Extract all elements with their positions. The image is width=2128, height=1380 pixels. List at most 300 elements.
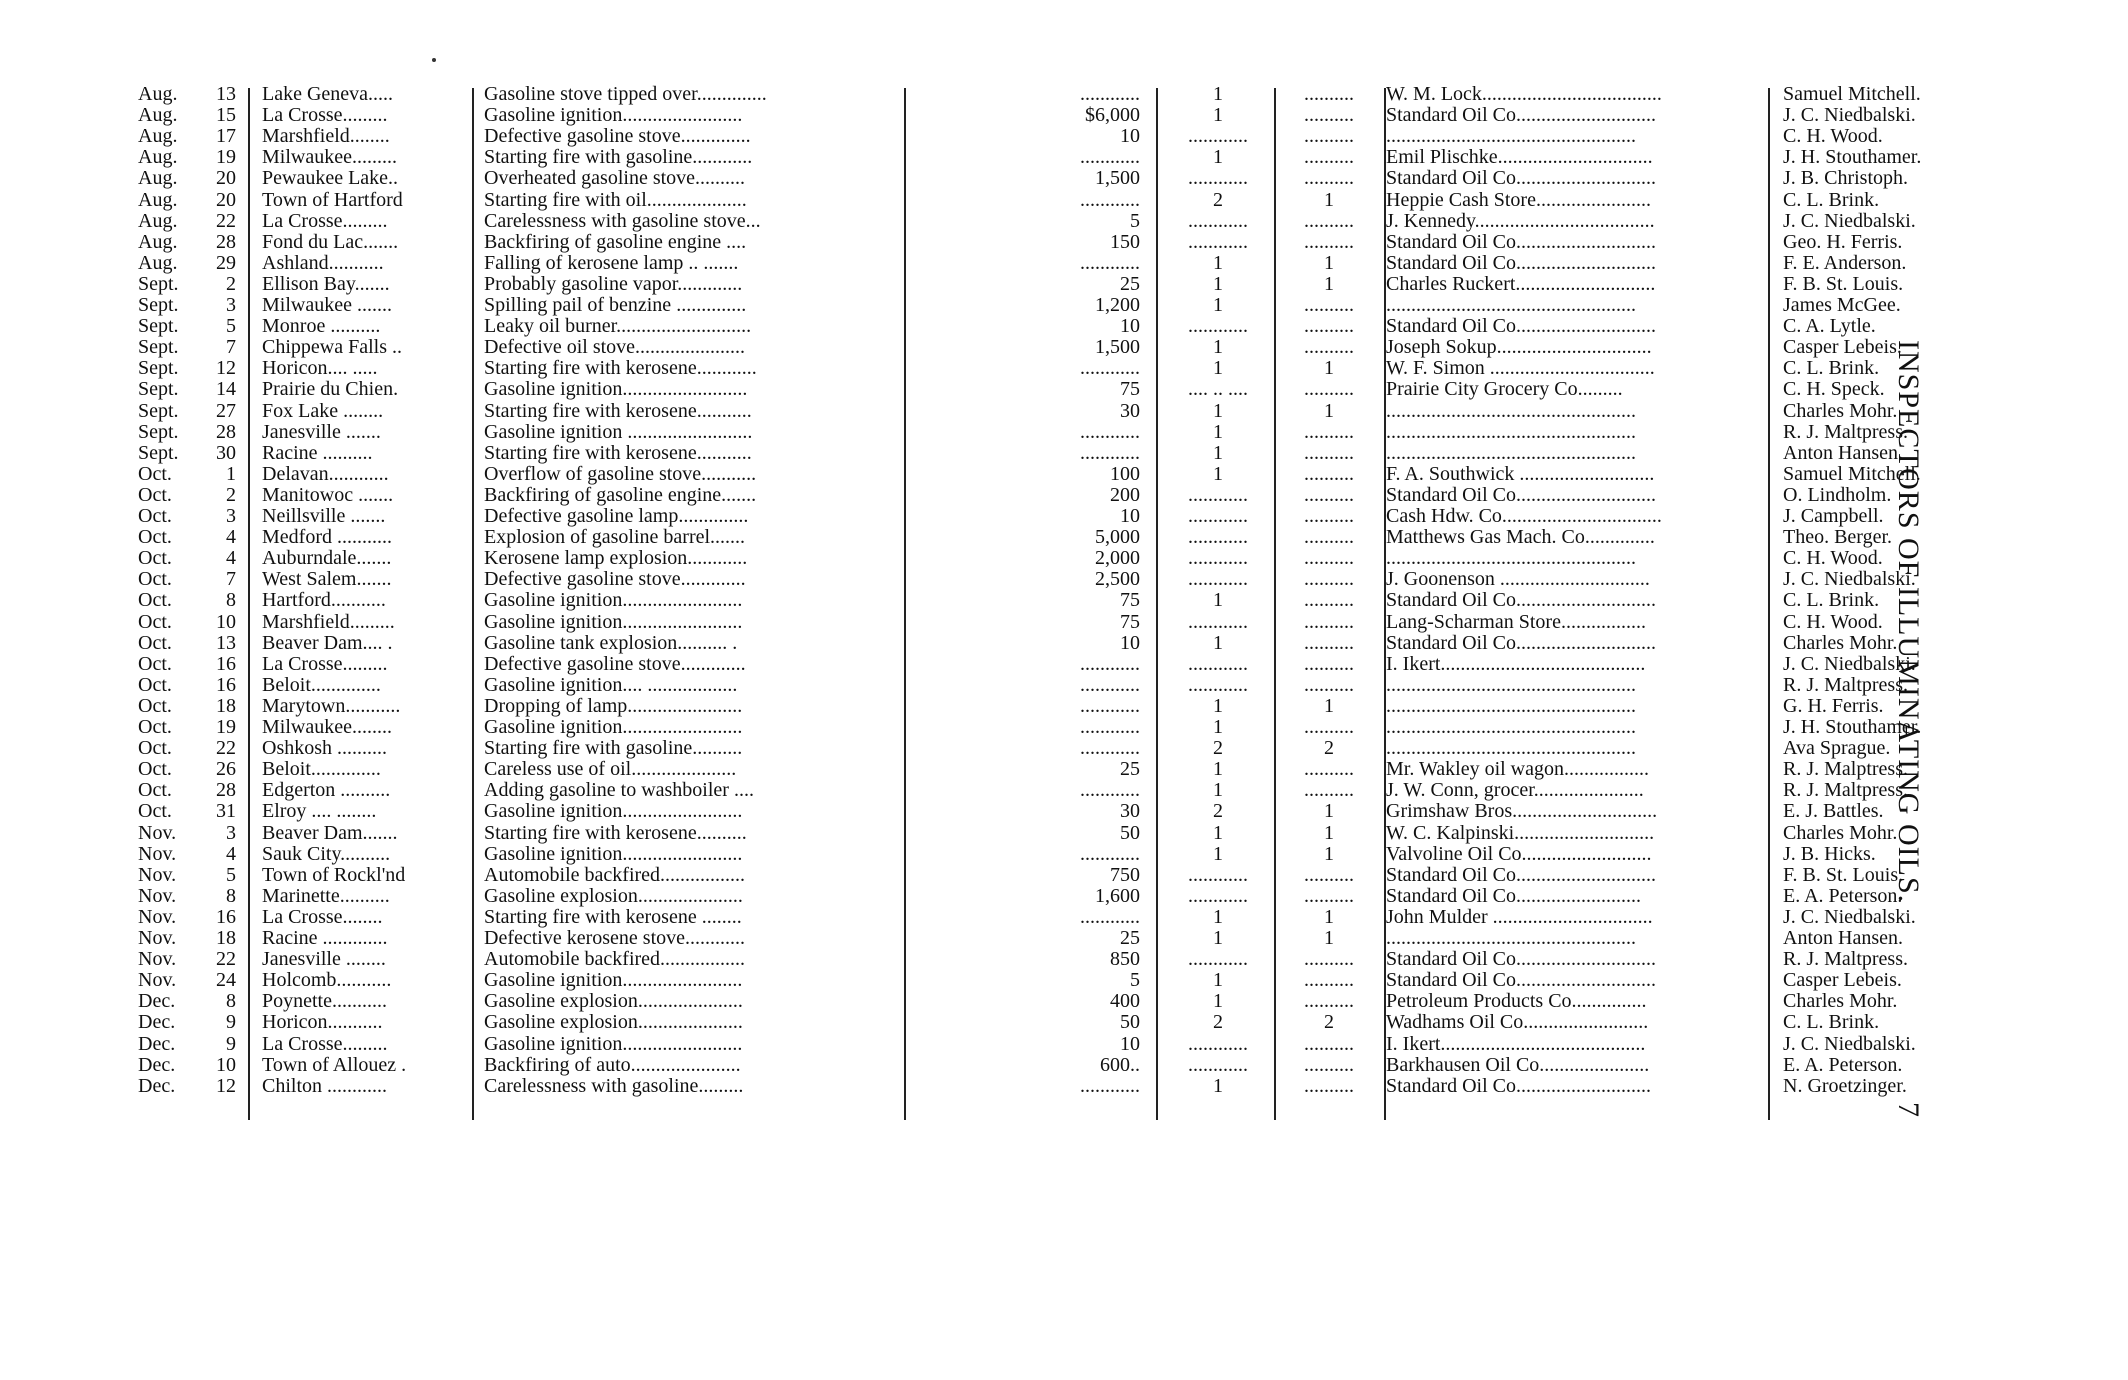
loss-cell: 10 — [1120, 1033, 1140, 1055]
killed-cell: .......... — [1304, 885, 1354, 907]
dealer-cell: Lang-Scharman Store................. — [1386, 611, 1646, 633]
dealer-cell: Matthews Gas Mach. Co.............. — [1386, 527, 1655, 549]
inspector-cell: G. H. Ferris. — [1783, 695, 1884, 717]
injured-cell: ............ — [1188, 1054, 1248, 1076]
inspector-cell: R. J. Maltpress. — [1783, 421, 1908, 443]
table-row — [138, 780, 1908, 802]
month-cell: Nov. — [138, 864, 177, 886]
injured-cell: 1 — [1213, 695, 1223, 717]
table-row — [138, 1075, 1907, 1097]
place-cell: Elroy .... ........ — [262, 801, 377, 823]
dealer-cell: Valvoline Oil Co.......................... — [1386, 843, 1652, 865]
table-row — [138, 822, 1898, 844]
table-row — [138, 844, 1888, 865]
table-row — [138, 84, 1921, 105]
loss-cell: 10 — [1120, 316, 1140, 338]
day-cell: 22 — [216, 738, 236, 760]
loss-cell: 25 — [1120, 759, 1140, 781]
killed-cell: .......... — [1304, 717, 1354, 738]
loss-cell: 1,600 — [1095, 885, 1140, 907]
injured-cell: ............ — [1188, 949, 1248, 971]
table-row — [138, 421, 1908, 443]
inspector-cell: Theo. Berger. — [1783, 527, 1893, 549]
inspector-cell: J. B. Hicks. — [1783, 843, 1876, 865]
injured-cell: ............ — [1188, 506, 1248, 527]
month-cell: Nov. — [138, 928, 177, 949]
inspector-cell: C. A. Lytle. — [1783, 316, 1876, 338]
dealer-cell: .................................................. — [1386, 126, 1636, 148]
loss-cell: ............ — [1080, 674, 1140, 696]
place-cell: Monroe .......... — [262, 316, 381, 338]
table-row — [138, 928, 1903, 949]
killed-cell: .......... — [1304, 674, 1354, 696]
injured-cell: 1 — [1213, 337, 1223, 359]
injured-cell: 1 — [1213, 780, 1223, 802]
inspector-cell: J. B. Christoph. — [1783, 168, 1909, 190]
inspector-cell: J. C. Niedbalski. — [1783, 210, 1916, 232]
place-cell: La Crosse......... — [262, 210, 388, 232]
dealer-cell: Joseph Sokup............................... — [1386, 337, 1652, 359]
place-cell: Holcomb........... — [262, 970, 392, 992]
killed-cell: 1 — [1324, 822, 1334, 844]
inspector-cell: J. H. Stouthamer. — [1783, 717, 1922, 738]
loss-cell: 150 — [1110, 231, 1140, 253]
month-cell: Oct. — [138, 695, 172, 717]
day-cell: 22 — [216, 210, 236, 232]
inspector-cell: C. L. Brink. — [1783, 1012, 1880, 1034]
month-cell: Nov. — [138, 970, 177, 992]
place-cell: Janesville ........ — [262, 949, 386, 971]
dealer-cell: Standard Oil Co............................ — [1386, 632, 1656, 654]
table-row — [138, 168, 1909, 190]
injured-cell: 1 — [1213, 295, 1223, 316]
loss-cell: 850 — [1110, 949, 1140, 971]
day-cell: 8 — [226, 590, 236, 612]
killed-cell: 1 — [1324, 928, 1334, 949]
month-cell: Nov. — [138, 843, 177, 865]
cause-cell: Carelessness with gasoline stove... — [484, 210, 761, 232]
cause-cell: Gasoline ignition........................ — [484, 1033, 743, 1055]
day-cell: 28 — [216, 780, 236, 802]
table-row — [138, 906, 1916, 928]
inspector-cell: Samuel Mitchell. — [1783, 84, 1921, 105]
inspector-cell: Samuel Mitchell. — [1783, 463, 1921, 485]
inspector-cell: J. C. Niedbalski. — [1783, 105, 1916, 127]
month-cell: Dec. — [138, 1012, 176, 1034]
injured-cell: ............ — [1188, 316, 1248, 338]
table-row — [138, 548, 1888, 569]
cause-cell: Gasoline tank explosion.......... . — [484, 632, 738, 654]
place-cell: Beaver Dam.... . — [262, 632, 393, 654]
month-cell: Dec. — [138, 991, 176, 1013]
dealer-cell: Grimshaw Bros............................. — [1386, 801, 1658, 823]
injured-cell: ............ — [1188, 674, 1248, 696]
killed-cell: 2 — [1324, 1012, 1334, 1034]
injured-cell: ............ — [1188, 484, 1248, 506]
place-cell: Marshfield......... — [262, 611, 395, 633]
dealer-cell: Standard Oil Co............................ — [1386, 484, 1656, 506]
injured-cell: 1 — [1213, 759, 1223, 781]
killed-cell: 1 — [1324, 358, 1334, 380]
killed-cell: .......... — [1304, 105, 1354, 127]
cause-cell: Falling of kerosene lamp .. ....... — [484, 252, 739, 274]
dealer-cell: Cash Hdw. Co................................ — [1386, 506, 1662, 527]
killed-cell: 1 — [1324, 189, 1334, 211]
killed-cell: .......... — [1304, 210, 1354, 232]
cause-cell: Gasoline ignition.... .................. — [484, 674, 738, 696]
table-row — [138, 506, 1888, 527]
dealer-cell: Standard Oil Co............................ — [1386, 590, 1656, 612]
inspector-cell: C. H. Speck. — [1783, 379, 1885, 401]
inspector-cell: C. H. Wood. — [1783, 126, 1883, 148]
injured-cell: 1 — [1213, 1075, 1223, 1097]
dealer-cell: Standard Oil Co............................ — [1386, 316, 1656, 338]
place-cell: Ellison Bay....... — [262, 273, 390, 295]
killed-cell: .......... — [1304, 527, 1354, 549]
month-cell: Oct. — [138, 548, 172, 570]
month-cell: Oct. — [138, 717, 172, 738]
place-cell: Town of Allouez . — [262, 1054, 407, 1076]
killed-cell: 2 — [1324, 738, 1334, 760]
cause-cell: Gasoline explosion..................... — [484, 1012, 743, 1034]
table-row — [138, 147, 1922, 169]
cause-cell: Gasoline ignition........................ — [484, 843, 743, 865]
day-cell: 28 — [216, 421, 236, 443]
killed-cell: .......... — [1304, 653, 1354, 675]
injured-cell: ............ — [1188, 569, 1248, 591]
day-cell: 19 — [216, 147, 236, 169]
inspector-cell: C. L. Brink. — [1783, 590, 1880, 612]
inspector-cell: J. C. Niedbalski. — [1783, 1033, 1916, 1055]
dealer-cell: .................................................. — [1386, 400, 1636, 422]
loss-cell: 5 — [1130, 970, 1140, 992]
injured-cell: ............ — [1188, 231, 1248, 253]
day-cell: 18 — [216, 695, 236, 717]
cause-cell: Gasoline ignition......................... — [484, 379, 748, 401]
place-cell: Horicon........... — [262, 1012, 383, 1034]
dealer-cell: Standard Oil Co............................ — [1386, 231, 1656, 253]
dealer-cell: J. Goonenson .............................. — [1386, 569, 1650, 591]
inspector-cell: J. C. Niedbalski. — [1783, 906, 1916, 928]
cause-cell: Overflow of gasoline stove........... — [484, 463, 757, 485]
inspector-cell: C. L. Brink. — [1783, 189, 1880, 211]
loss-cell: ............ — [1080, 421, 1140, 443]
inspector-cell: Charles Mohr. — [1783, 632, 1898, 654]
loss-cell: 75 — [1120, 611, 1140, 633]
month-cell: Sept. — [138, 421, 179, 443]
running-head-title: INSPECTORS OF ILLUMINATING OILS. — [1892, 340, 1925, 904]
injured-cell: 2 — [1213, 1012, 1223, 1034]
day-cell: 28 — [216, 231, 236, 253]
table-row — [138, 991, 1898, 1013]
inspector-cell: E. A. Peterson. — [1783, 885, 1903, 907]
month-cell: Aug. — [138, 189, 178, 211]
injured-cell: ............ — [1188, 864, 1248, 886]
cause-cell: Defective oil stove...................... — [484, 337, 746, 359]
table-row — [138, 1033, 1916, 1055]
cause-cell: Starting fire with gasoline............ — [484, 147, 753, 169]
loss-cell: 200 — [1110, 484, 1140, 506]
inspector-cell: Casper Lebeis. — [1783, 970, 1902, 992]
killed-cell: .......... — [1304, 759, 1354, 781]
table-row — [138, 864, 1904, 886]
loss-cell: $6,000 — [1085, 105, 1140, 127]
month-cell: Dec. — [138, 1054, 176, 1076]
injured-cell: ............ — [1188, 527, 1248, 549]
inspector-cell: Geo. H. Ferris. — [1783, 231, 1903, 253]
loss-cell: 1,500 — [1095, 337, 1140, 359]
killed-cell: .......... — [1304, 168, 1354, 190]
day-cell: 16 — [216, 674, 236, 696]
day-cell: 13 — [216, 84, 236, 105]
injured-cell: 1 — [1213, 400, 1223, 422]
cause-cell: Probably gasoline vapor............. — [484, 273, 743, 295]
injured-cell: 1 — [1213, 358, 1223, 380]
cause-cell: Gasoline ignition........................ — [484, 801, 743, 823]
loss-cell: 2,500 — [1095, 569, 1140, 591]
inspector-cell: C. H. Wood. — [1783, 548, 1883, 570]
killed-cell: .......... — [1304, 421, 1354, 443]
loss-cell: ............ — [1080, 442, 1140, 464]
month-cell: Sept. — [138, 379, 179, 401]
killed-cell: .......... — [1304, 484, 1354, 506]
table-row — [138, 885, 1903, 907]
month-cell: Oct. — [138, 674, 172, 696]
cause-cell: Starting fire with kerosene.......... — [484, 822, 747, 844]
dealer-cell: Wadhams Oil Co......................... — [1386, 1012, 1649, 1034]
injured-cell: 1 — [1213, 105, 1223, 127]
day-cell: 24 — [216, 970, 236, 992]
loss-cell: ............ — [1080, 843, 1140, 865]
killed-cell: .......... — [1304, 548, 1354, 570]
cause-cell: Gasoline explosion..................... — [484, 885, 743, 907]
table-row — [138, 126, 1888, 147]
month-cell: Nov. — [138, 949, 177, 971]
month-cell: Oct. — [138, 653, 172, 675]
inspector-cell: J. Campbell. — [1783, 506, 1884, 527]
month-cell: Sept. — [138, 358, 179, 380]
table-row — [138, 696, 1888, 717]
table-row — [138, 273, 1904, 295]
killed-cell: 1 — [1324, 801, 1334, 823]
loss-cell: 100 — [1110, 463, 1140, 485]
cause-cell: Starting fire with gasoline.......... — [484, 738, 743, 760]
loss-cell: ............ — [1080, 189, 1140, 211]
dealer-cell: John Mulder ................................ — [1386, 906, 1653, 928]
killed-cell: .......... — [1304, 506, 1354, 527]
place-cell: Racine ............. — [262, 928, 388, 949]
cause-cell: Gasoline ignition........................ — [484, 611, 743, 633]
month-cell: Aug. — [138, 252, 178, 274]
month-cell: Aug. — [138, 168, 178, 190]
day-cell: 4 — [226, 527, 236, 549]
dealer-cell: Standard Oil Co............................ — [1386, 970, 1656, 992]
killed-cell: .......... — [1304, 864, 1354, 886]
dealer-cell: J. Kennedy.................................... — [1386, 210, 1655, 232]
injured-cell: ............ — [1188, 1033, 1248, 1055]
inspector-cell: F. E. Anderson. — [1783, 252, 1907, 274]
day-cell: 3 — [226, 822, 236, 844]
dealer-cell: W. M. Lock.................................... — [1386, 84, 1662, 105]
inspector-cell: J. H. Stouthamer. — [1783, 147, 1922, 169]
injured-cell: 1 — [1213, 717, 1223, 738]
cause-cell: Spilling pail of benzine .............. — [484, 295, 747, 316]
day-cell: 22 — [216, 949, 236, 971]
month-cell: Sept. — [138, 337, 179, 359]
cause-cell: Automobile backfired................. — [484, 864, 746, 886]
table-row — [138, 632, 1898, 654]
place-cell: Oshkosh .......... — [262, 738, 388, 760]
month-cell: Aug. — [138, 126, 178, 148]
cause-cell: Overheated gasoline stove.......... — [484, 168, 746, 190]
month-cell: Oct. — [138, 611, 172, 633]
cause-cell: Backfiring of auto...................... — [484, 1054, 741, 1076]
place-cell: Fond du Lac....... — [262, 231, 399, 253]
injured-cell: 1 — [1213, 252, 1223, 274]
loss-cell: 30 — [1120, 400, 1140, 422]
day-cell: 2 — [226, 484, 236, 506]
killed-cell: .......... — [1304, 590, 1354, 612]
inspector-cell: Charles Mohr. — [1783, 822, 1898, 844]
place-cell: Beloit.............. — [262, 674, 381, 696]
dealer-cell: Standard Oil Co......................... — [1386, 885, 1641, 907]
inspector-cell: R. J. Maltpress. — [1783, 674, 1908, 696]
inspector-cell: J. C. Niedbalski. — [1783, 653, 1916, 675]
place-cell: La Crosse........ — [262, 906, 383, 928]
inspector-cell: R. J. Maltpress. — [1783, 780, 1908, 802]
loss-cell: ............ — [1080, 84, 1140, 105]
month-cell: Nov. — [138, 906, 177, 928]
inspector-cell: F. B. St. Louis. — [1783, 864, 1904, 886]
table-row — [138, 463, 1921, 485]
killed-cell: .......... — [1304, 84, 1354, 105]
place-cell: Ashland........... — [262, 252, 384, 274]
cause-cell: Backfiring of gasoline engine .... — [484, 231, 747, 253]
table-row — [138, 484, 1892, 506]
dealer-cell: .................................................. — [1386, 674, 1636, 696]
killed-cell: 1 — [1324, 843, 1334, 865]
loss-cell: 30 — [1120, 801, 1140, 823]
killed-cell: .......... — [1304, 442, 1354, 464]
table-row — [138, 801, 1888, 822]
place-cell: Chilton ............ — [262, 1075, 388, 1097]
cause-cell: Defective gasoline stove............. — [484, 569, 746, 591]
loss-cell: ............ — [1080, 358, 1140, 380]
killed-cell: 1 — [1324, 695, 1334, 717]
dealer-cell: Standard Oil Co............................ — [1386, 168, 1656, 190]
loss-cell: ............ — [1080, 906, 1140, 928]
day-cell: 15 — [216, 105, 236, 127]
place-cell: Lake Geneva..... — [262, 84, 394, 105]
place-cell: Neillsville ....... — [262, 506, 386, 527]
killed-cell: .......... — [1304, 147, 1354, 169]
place-cell: Beloit.............. — [262, 759, 381, 781]
dealer-cell: .................................................. — [1386, 738, 1636, 760]
injured-cell: ............ — [1188, 885, 1248, 907]
loss-cell: 5,000 — [1095, 527, 1140, 549]
day-cell: 10 — [216, 1054, 236, 1076]
dealer-cell: .................................................. — [1386, 548, 1636, 570]
cause-cell: Kerosene lamp explosion............ — [484, 548, 748, 570]
killed-cell: 1 — [1324, 400, 1334, 422]
month-cell: Aug. — [138, 84, 178, 105]
injured-cell: 2 — [1213, 738, 1223, 760]
month-cell: Sept. — [138, 295, 179, 316]
table-row — [138, 612, 1888, 633]
table-row — [138, 379, 1888, 400]
table-row — [138, 759, 1908, 781]
killed-cell: 1 — [1324, 273, 1334, 295]
inspector-cell: C. H. Wood. — [1783, 611, 1883, 633]
month-cell: Aug. — [138, 105, 178, 127]
day-cell: 16 — [216, 653, 236, 675]
inspector-cell: Charles Mohr. — [1783, 400, 1898, 422]
dealer-cell: Standard Oil Co............................ — [1386, 949, 1656, 971]
place-cell: Prairie du Chien. — [262, 379, 399, 401]
day-cell: 20 — [216, 189, 236, 211]
loss-cell: 25 — [1120, 928, 1140, 949]
place-cell: Marinette.......... — [262, 885, 390, 907]
loss-cell: ............ — [1080, 695, 1140, 717]
month-cell: Oct. — [138, 590, 172, 612]
injured-cell: 1 — [1213, 147, 1223, 169]
day-cell: 26 — [216, 759, 236, 781]
dealer-cell: W. F. Simon ................................. — [1386, 358, 1655, 380]
killed-cell: .......... — [1304, 970, 1354, 992]
month-cell: Aug. — [138, 147, 178, 169]
day-cell: 7 — [226, 569, 236, 591]
day-cell: 8 — [226, 885, 236, 907]
killed-cell: .......... — [1304, 1054, 1354, 1076]
inspector-cell: R. J. Malptress. — [1783, 759, 1908, 781]
loss-cell: 75 — [1120, 590, 1140, 612]
dealer-cell: .................................................. — [1386, 295, 1636, 316]
day-cell: 3 — [226, 506, 236, 527]
dealer-cell: Barkhausen Oil Co...................... — [1386, 1054, 1650, 1076]
dealer-cell: Standard Oil Co............................ — [1386, 105, 1656, 127]
place-cell: Milwaukee........ — [262, 717, 392, 738]
inspector-cell: E. A. Peterson. — [1783, 1054, 1903, 1076]
month-cell: Sept. — [138, 442, 179, 464]
dealer-cell: .................................................. — [1386, 695, 1636, 717]
cause-cell: Automobile backfired................. — [484, 949, 746, 971]
table-row — [138, 674, 1908, 696]
inspector-cell: N. Groetzinger. — [1783, 1075, 1907, 1097]
cause-cell: Starting fire with kerosene............ — [484, 358, 757, 380]
stray-ink-dot — [432, 58, 436, 62]
killed-cell: .......... — [1304, 1075, 1354, 1097]
month-cell: Sept. — [138, 316, 179, 338]
loss-cell: 50 — [1120, 1012, 1140, 1034]
month-cell: Sept. — [138, 273, 179, 295]
month-cell: Oct. — [138, 801, 172, 823]
month-cell: Dec. — [138, 1075, 176, 1097]
loss-cell: 600.. — [1100, 1054, 1140, 1076]
place-cell: Sauk City.......... — [262, 843, 391, 865]
cause-cell: Gasoline ignition........................ — [484, 590, 743, 612]
loss-cell: 25 — [1120, 273, 1140, 295]
inspector-cell: C. L. Brink. — [1783, 358, 1880, 380]
inspector-cell: J. C. Niedbalski. — [1783, 569, 1916, 591]
injured-cell: 1 — [1213, 970, 1223, 992]
inspector-cell: Charles Mohr. — [1783, 991, 1898, 1013]
killed-cell: .......... — [1304, 316, 1354, 338]
cause-cell: Defective kerosene stove............ — [484, 928, 746, 949]
table-row — [138, 295, 1901, 316]
day-cell: 9 — [226, 1033, 236, 1055]
place-cell: Pewaukee Lake.. — [262, 168, 399, 190]
place-cell: Town of Rockl'nd — [262, 864, 406, 886]
